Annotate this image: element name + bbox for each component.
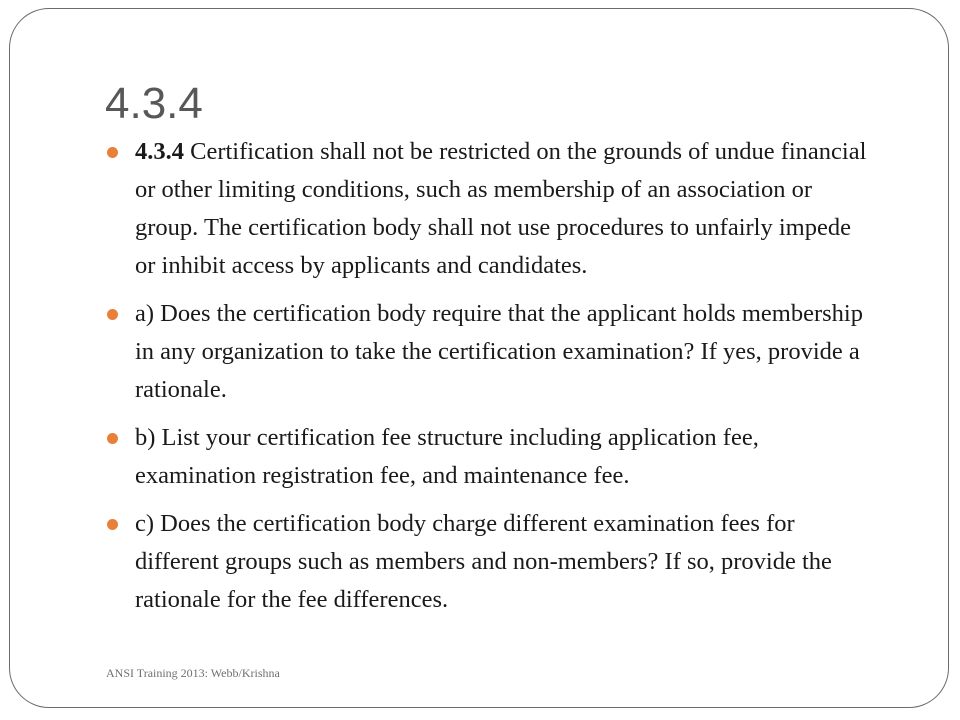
bullet-dot-icon <box>107 433 118 444</box>
bullet-text: Certification shall not be restricted on the grounds of undue financial or other limiting conditions, such as membership of an association or group. The certification body shall not use procedures to unfairly impede or inhibit access by applicants and candidates. <box>135 138 867 279</box>
bullet-text: a) Does the certification body require that the applicant holds membership in any organization to take the certification examination? If yes, provide a rationale. <box>135 300 863 403</box>
bullet-list <box>106 133 876 629</box>
bullet-item <box>106 419 876 495</box>
slide-title: 4.3.4 <box>105 79 203 128</box>
bullet-item <box>106 295 876 409</box>
bullet-dot-icon <box>107 519 118 530</box>
bullet-item <box>106 133 876 285</box>
bullet-lead: 4.3.4 <box>135 138 184 165</box>
bullet-text: b) List your certification fee structure including application fee, examination registration fee, and maintenance fee. <box>135 424 759 489</box>
bullet-dot-icon <box>107 309 118 320</box>
bullet-item <box>106 505 876 619</box>
bullet-dot-icon <box>107 147 118 158</box>
slide-footer: ANSI Training 2013: Webb/Krishna <box>106 666 280 680</box>
bullet-text: c) Does the certification body charge different examination fees for different groups such as members and non-members? If so, provide the rationale for the fee differences. <box>135 510 832 613</box>
